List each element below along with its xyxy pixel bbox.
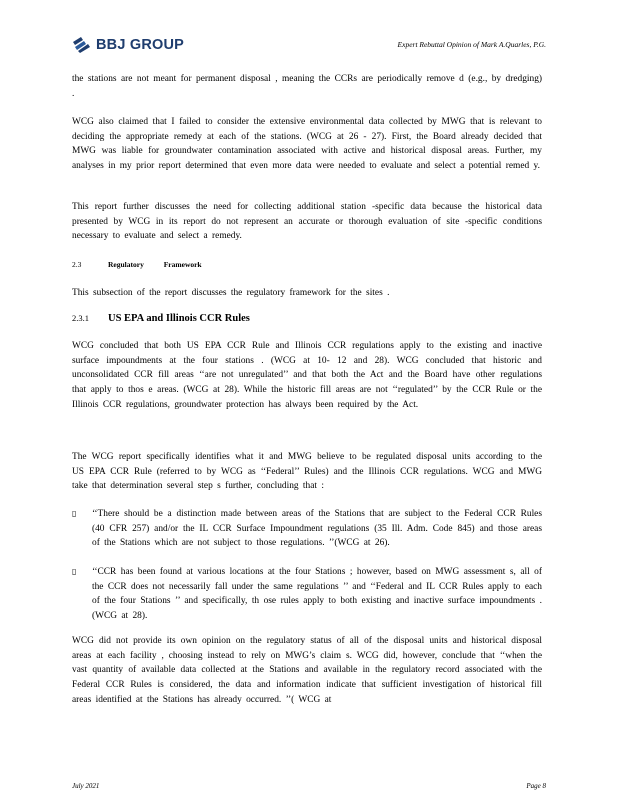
section-heading-2-3	[72, 260, 202, 269]
section-heading-2-3-1	[72, 313, 250, 324]
bbj-logo-mark-icon	[72, 36, 92, 53]
section-number: 2.3	[72, 260, 82, 269]
paragraph-5: WCG concluded that both US EPA CCR Rule and Illinois CCR regulations apply to the existing and inactive surface impoundments at the four stations . (WCG at 10- 12 and 28). WCG concluded that historic and unconsolidated CCR fill areas ‘‘are not unregulated’’ and that both the Act and the Board have other regulations that apply to thos e areas. (WCG at 28). While the historic fill areas are not ‘‘regulated’’ by the CCR Rule or the Illinois CCR regulations, groundwater protection has always been required by the Act.	[72, 341, 542, 410]
paragraph-6: The WCG report specifically identifies what it and MWG believe to be regulated disposal units according to the US EPA CCR Rule (referred to by WCG as ‘‘Federal’’ Rules) and the Illinois CCR regulations. WCG and MWG take that determination several step s further, concluding that :	[72, 452, 542, 492]
section-number: 2.3.1	[72, 313, 89, 323]
company-logo	[72, 36, 184, 53]
paragraph-1: the stations are not meant for permanent disposal , meaning the CCRs are periodically remove d (e.g., by dredging) .	[72, 74, 542, 99]
page-number: Page 8	[526, 782, 546, 790]
paragraph-7: WCG did not provide its own opinion on the regulatory status of all of the disposal units and historical disposal areas at each facility , choosing instead to rely on MWG’s claim s. WCG did, however, conclude that ‘‘when the vast quantity of available data collected at the Stations and available in the regulatory record associated with the Federal CCR Rules is considered, the data and information indicate that sufficient investigation of historical fill areas identified at the Stations has already occurred. ’’( WCG at	[72, 636, 542, 705]
bullet-marker: ▯	[72, 509, 77, 518]
paragraph-2: WCG also claimed that I failed to consider the extensive environmental data collected by MWG that is relevant to deciding the appropriate remedy at each of the stations. (WCG at 26 - 27). First, the Board already decided that MWG was liable for groundwater contamination associated with active and historical disposal areas. Further, my analyses in my prior report determined that even more data were needed to evaluate and select a potential remed y.	[72, 117, 542, 172]
bullet-item-2: ‘‘CCR has been found at various locations at the four Stations ; however, based on MWG assessment s, all of the CCR does not necessarily fall under the same regulations ’’ and ‘‘Federal and IL CCR Rules apply to each of the four Stations ’’ and specifically, th ose rules apply to both existing and inactive surface impoundments . (WCG at 28).	[92, 567, 542, 622]
logo-text: BBJ GROUP	[96, 36, 185, 53]
section-title: Regulatory Framework	[108, 260, 202, 269]
footer-date: July 2021	[72, 782, 100, 790]
header-title: Expert Rebuttal Opinion of Mark A.Quarles, P.G.	[397, 40, 546, 49]
paragraph-3: This report further discusses the need for collecting additional station -specific data because the historical data presented by WCG in its report do not represent an accurate or thorough evaluation of site -specific conditions necessary to evaluate and select a remedy.	[72, 202, 542, 242]
bullet-item-1: ‘‘There should be a distinction made between areas of the Stations that are subject to the Federal CCR Rules (40 CFR 257) and/or the IL CCR Surface Impoundment regulations (35 Ill. Adm. Code 845) and those areas of the Stations which are not subject to those regulations. ’’(WCG at 26).	[92, 509, 542, 549]
paragraph-4: This subsection of the report discusses the regulatory framework for the sites .	[72, 288, 390, 298]
section-title: US EPA and Illinois CCR Rules	[108, 313, 250, 324]
bullet-marker: ▯	[72, 567, 77, 576]
